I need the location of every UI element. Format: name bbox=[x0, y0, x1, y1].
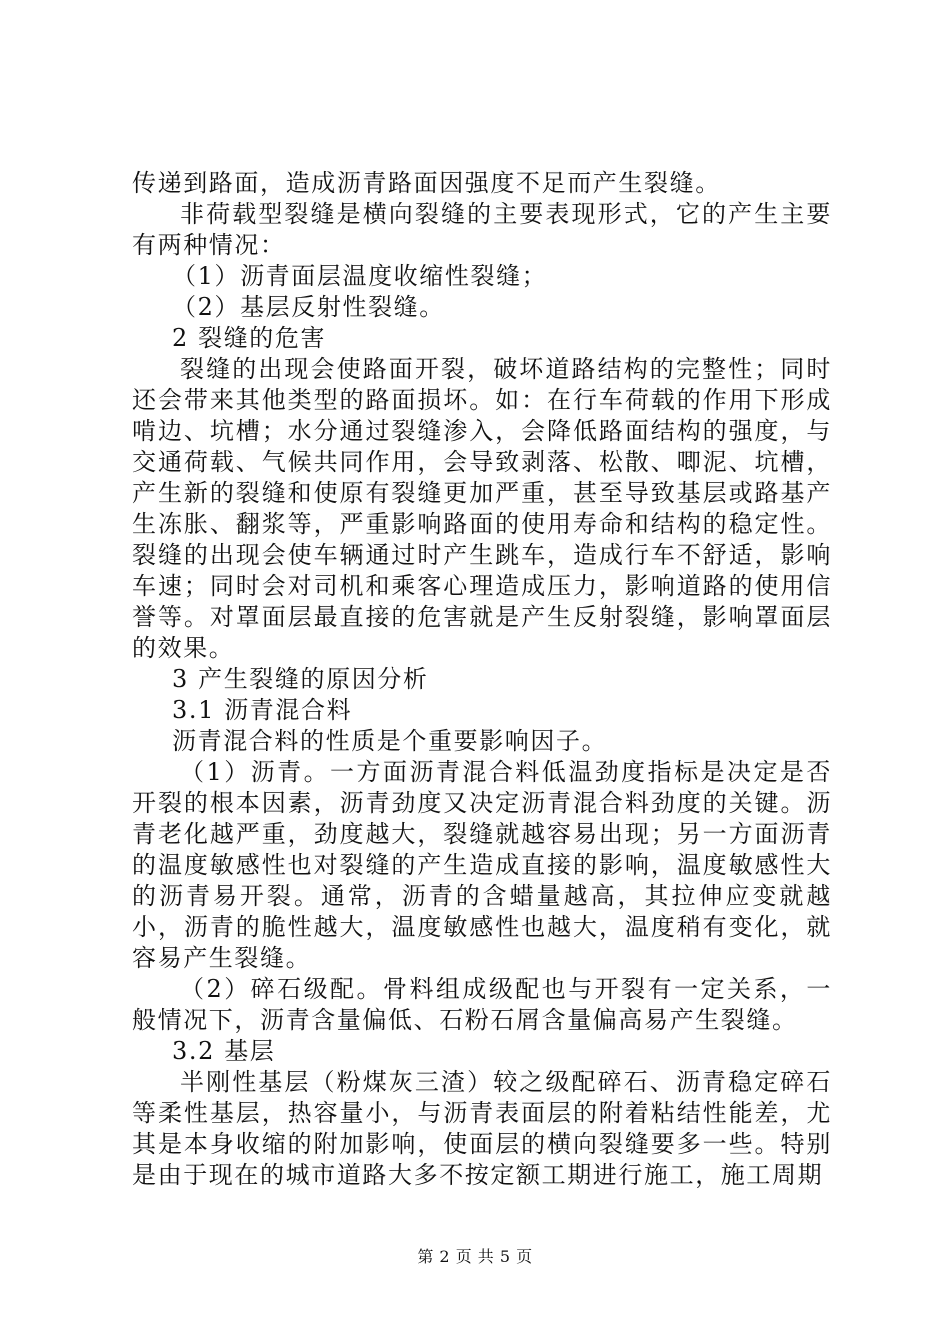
paragraph-mixture-intro: 沥青混合料的性质是个重要影响因子。 bbox=[172, 727, 608, 755]
list-item-2: （2）基层反射性裂缝。 bbox=[172, 293, 445, 321]
list-item-1: （1）沥青面层温度收缩性裂缝； bbox=[172, 262, 548, 290]
section-heading-3: 3 产生裂缝的原因分析 bbox=[172, 665, 429, 693]
subsection-heading-3-2: 3.2 基层 bbox=[172, 1037, 276, 1065]
paragraph-continuation: 传递到路面，造成沥青路面因强度不足而产生裂缝。 bbox=[132, 169, 721, 197]
paragraph-gradation: （2）碎石级配。骨料组成级配也与开裂有一定关系，一般情况下，沥青含量偏低、石粉石屑含量偏高易产生裂缝。 bbox=[132, 975, 832, 1034]
section-heading-2: 2 裂缝的危害 bbox=[172, 324, 327, 352]
document-body bbox=[132, 168, 832, 1191]
paragraph-asphalt: （1）沥青。一方面沥青混合料低温劲度指标是决定是否开裂的根本因素，沥青劲度又决定沥青混合料劲度的关键。沥青老化越严重，劲度越大，裂缝就越容易出现；另一方面沥青的温度敏感性也对裂缝的产生造成直接的影响，温度敏感性大的沥青易开裂。通常，沥青的含蜡量越高，其拉伸应变就越小，沥青的脆性越大，温度敏感性也越大，温度稍有变化，就容易产生裂缝。 bbox=[132, 758, 832, 972]
paragraph-hazards: 裂缝的出现会使路面开裂，破坏道路结构的完整性；同时还会带来其他类型的路面损坏。如：在行车荷载的作用下形成啃边、坑槽；水分通过裂缝渗入，会降低路面结构的强度，与交通荷载、气候共同作用，会导致剥落、松散、唧泥、坑槽，产生新的裂缝和使原有裂缝更加严重，甚至导致基层或路基产生冻胀、翻浆等，严重影响路面的使用寿命和结构的稳定性。裂缝的出现会使车辆通过时产生跳车，造成行车不舒适，影响车速；同时会对司机和乘客心理造成压力，影响道路的使用信誉等。对罩面层最直接的危害就是产生反射裂缝，影响罩面层的效果。 bbox=[132, 355, 832, 662]
paragraph-base-layer: 半刚性基层（粉煤灰三渣）较之级配碎石、沥青稳定碎石等柔性基层，热容量小，与沥青表面层的附着粘结性能差，尤其是本身收缩的附加影响，使面层的横向裂缝要多一些。特别是由于现在的城市道路大多不按定额工期进行施工，施工周期 bbox=[132, 1068, 832, 1189]
subsection-heading-3-1: 3.1 沥青混合料 bbox=[172, 696, 353, 724]
paragraph-non-load-cracks: 非荷载型裂缝是横向裂缝的主要表现形式，它的产生主要有两种情况： bbox=[132, 200, 832, 259]
page-footer: 第 2 页 共 5 页 bbox=[417, 1247, 533, 1266]
